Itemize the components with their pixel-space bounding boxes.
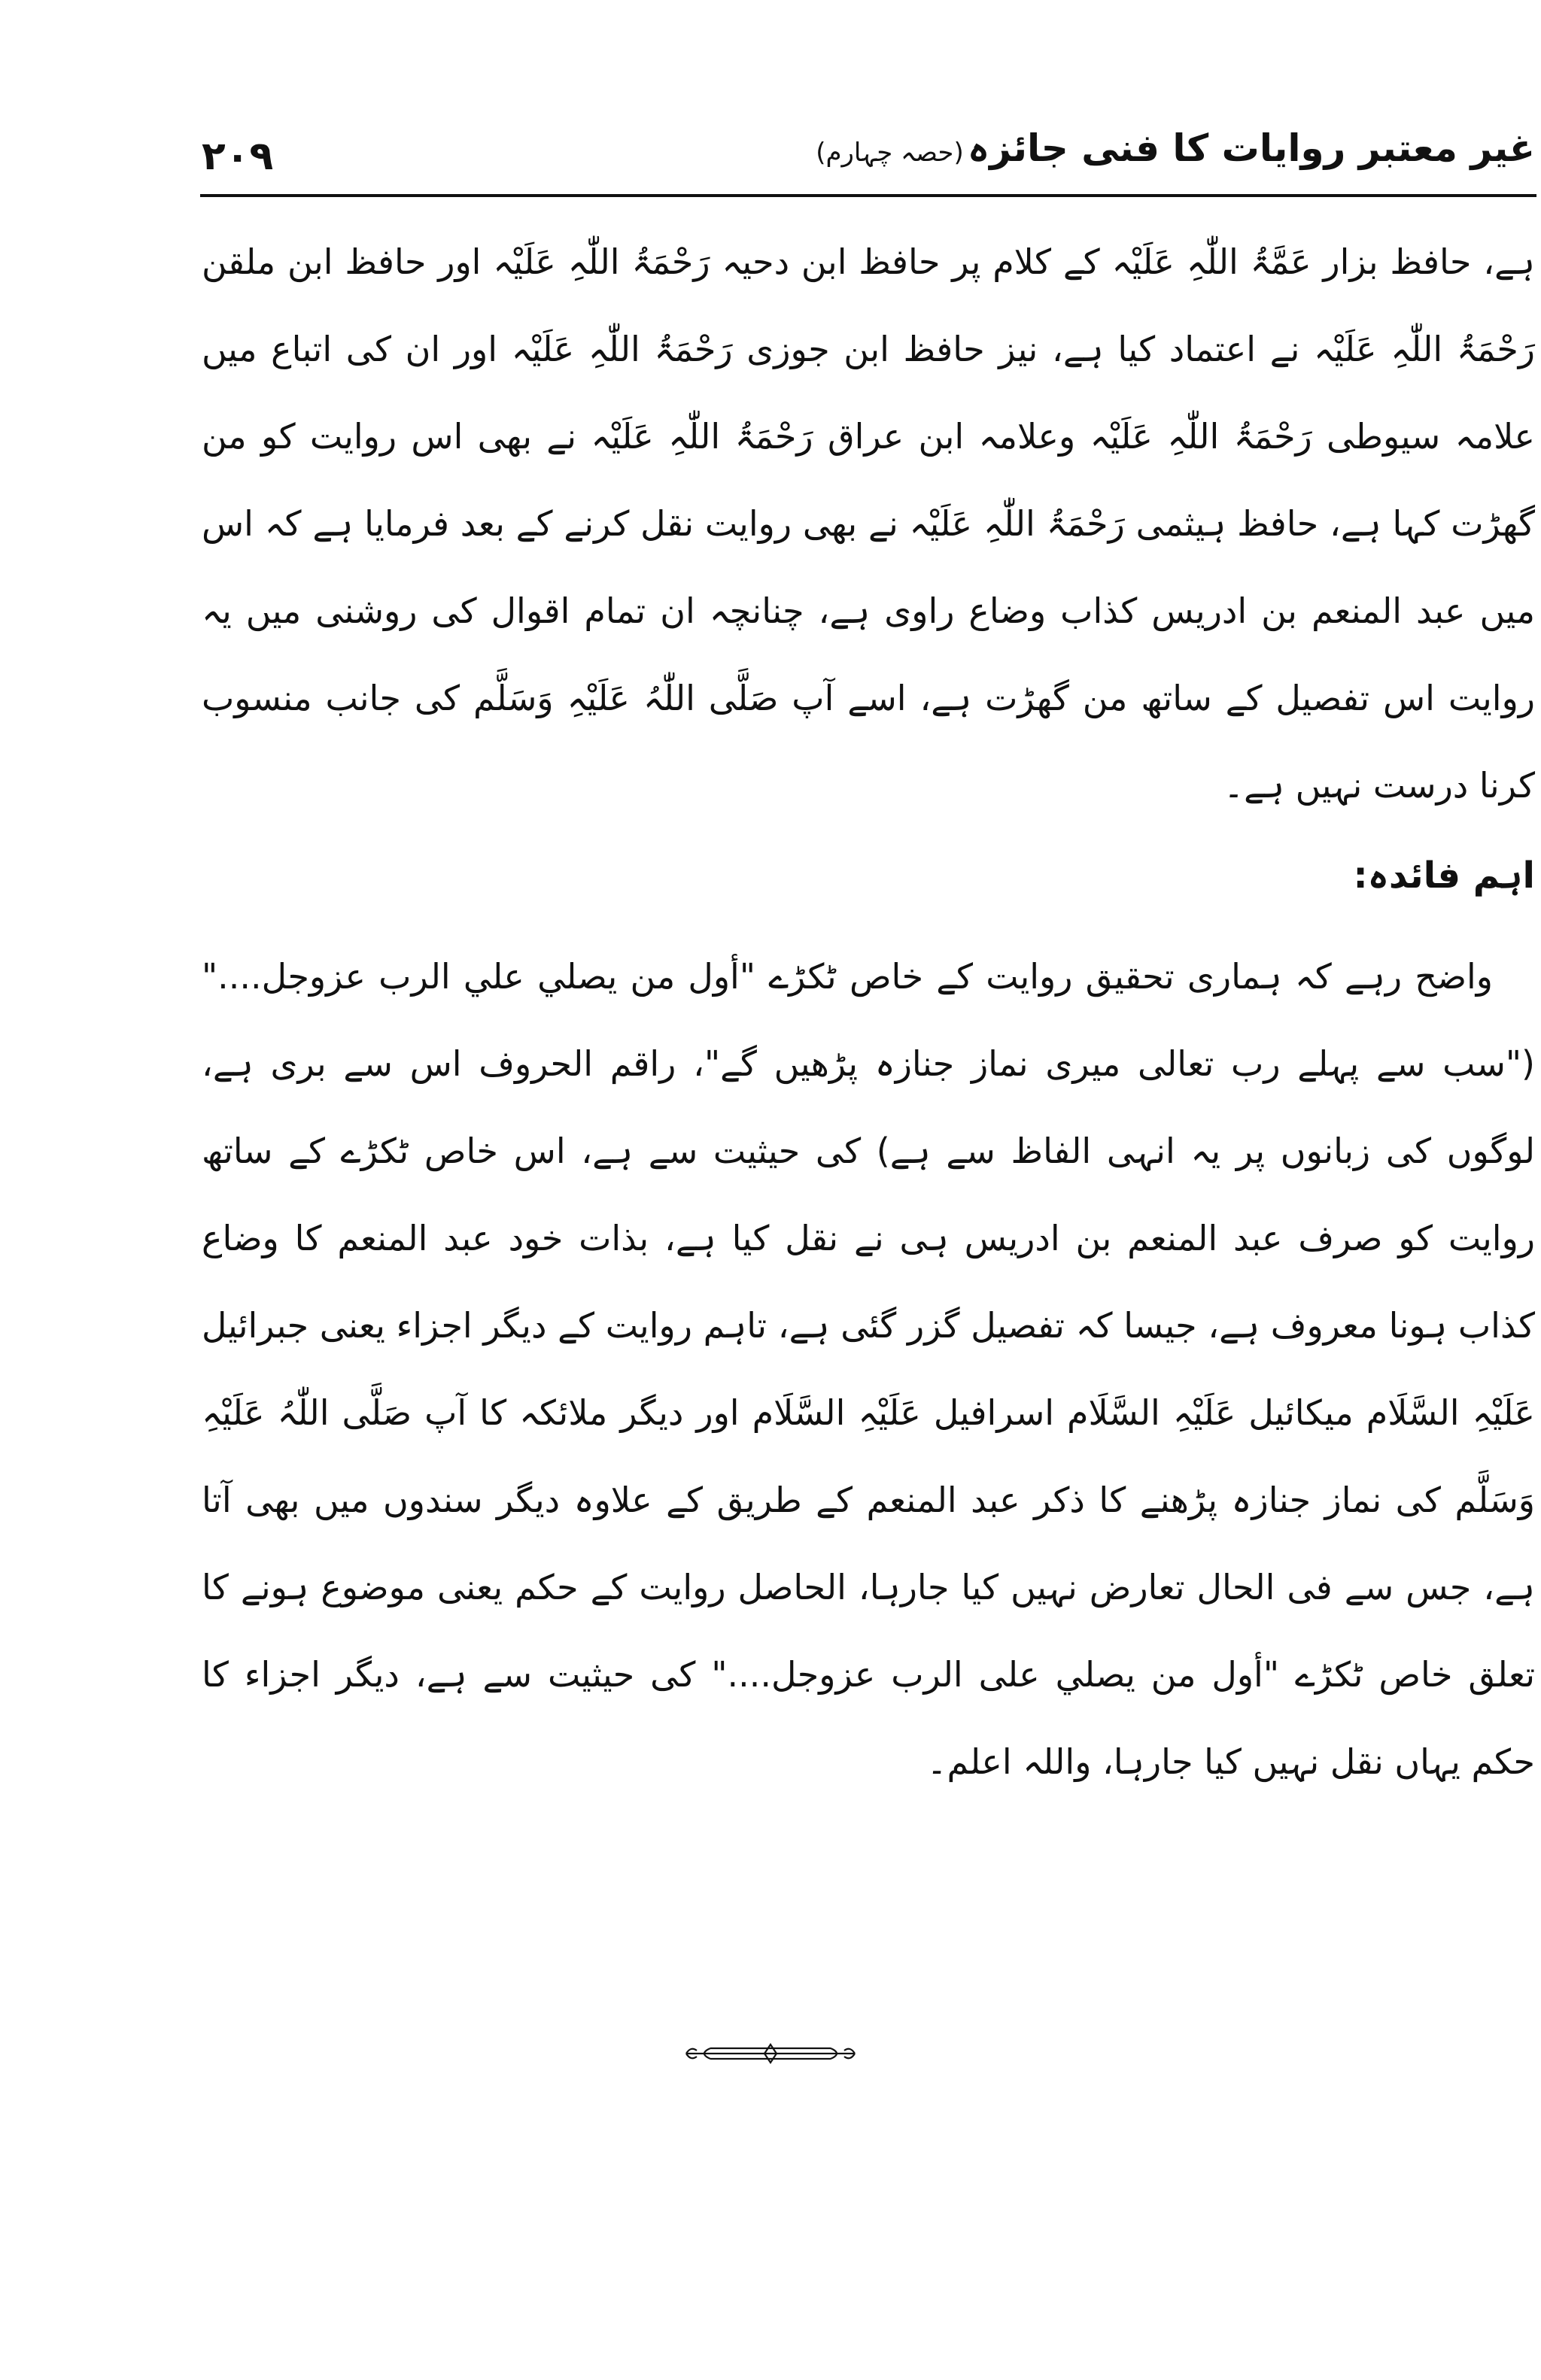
- page-number: ۲۰۹: [202, 134, 274, 179]
- paragraph-2: واضح رہے کہ ہماری تحقیق روایت کے خاص ٹکڑے "أول من يصلي علي الرب عزوجل...." ("سب سے پہلے رب تعالی میری نماز جنازہ پڑھیں گے"، راقم الحروف اس سے بری ہے، لوگوں کی زبانوں پر یہ انہی الفاظ سے ہے) کی حیثیت سے ہے، اس خاص ٹکڑے کے ساتھ روایت کو صرف عبد المنعم بن ادریس ہی نے نقل کیا ہے، بذات خود عبد المنعم کا وضاع کذاب ہونا معروف ہے، جیسا کہ تفصیل گزر گئی ہے، تاہم روایت کے دیگر اجزاء یعنی جبرائیل عَلَیْہِ السَّلَام میکائیل عَلَیْہِ السَّلَام اسرافیل عَلَیْہِ السَّلَام اور دیگر ملائکہ کا آپ صَلَّی اللّٰہُ عَلَیْہِ وَسَلَّم کی نماز جنازہ پڑھنے کا ذکر عبد المنعم کے طریق کے علاوہ دیگر سندوں میں بھی آتا ہے، جس سے فی الحال تعارض نہیں کیا جارہا، الحاصل روایت کے حکم یعنی موضوع ہونے کا تعلق خاص ٹکڑے "أول من يصلي على الرب عزوجل...." کی حیثیت سے ہے، دیگر اجزاء کا حکم یہاں نقل نہیں کیا جارہا، واللہ اعلم۔: [202, 956, 1536, 1782]
- page-header: [202, 126, 1535, 199]
- section-heading: اہم فائدہ:: [1353, 855, 1535, 897]
- header-rule: [200, 194, 1536, 197]
- running-head: [802, 126, 1535, 170]
- running-head-title: غیر معتبر روایات کا فنی جائزہ: [967, 126, 1535, 170]
- end-ornament-icon: [680, 2040, 861, 2067]
- page-body: [202, 218, 1535, 1805]
- running-head-part: (حصہ چہارم): [816, 138, 964, 168]
- paragraph-1: ہے، حافظ بزار عَمَّۃُ اللّٰہِ عَلَیْہ کے کلام پر حافظ ابن دحیہ رَحْمَۃُ اللّٰہِ عَلَیْہ اور حافظ ابن ملقن رَحْمَۃُ اللّٰہِ عَلَیْہ نے اعتماد کیا ہے، نیز حافظ ابن جوزی رَحْمَۃُ اللّٰہِ عَلَیْہ اور ان کی اتباع میں علامہ سیوطی رَحْمَۃُ اللّٰہِ عَلَیْہ وعلامہ ابن عراق رَحْمَۃُ اللّٰہِ عَلَیْہ نے بھی اس روایت کو من گھڑت کہا ہے، حافظ ہیثمی رَحْمَۃُ اللّٰہِ عَلَیْہ نے بھی روایت نقل کرنے کے بعد فرمایا ہے کہ اس میں عبد المنعم بن ادریس کذاب وضاع راوی ہے، چنانچہ ان تمام اقوال کی روشنی میں یہ روایت اس تفصیل کے ساتھ من گھڑت ہے، اسے آپ صَلَّی اللّٰہُ عَلَیْہِ وَسَلَّم کی جانب منسوب کرنا درست نہیں ہے۔: [202, 241, 1535, 806]
